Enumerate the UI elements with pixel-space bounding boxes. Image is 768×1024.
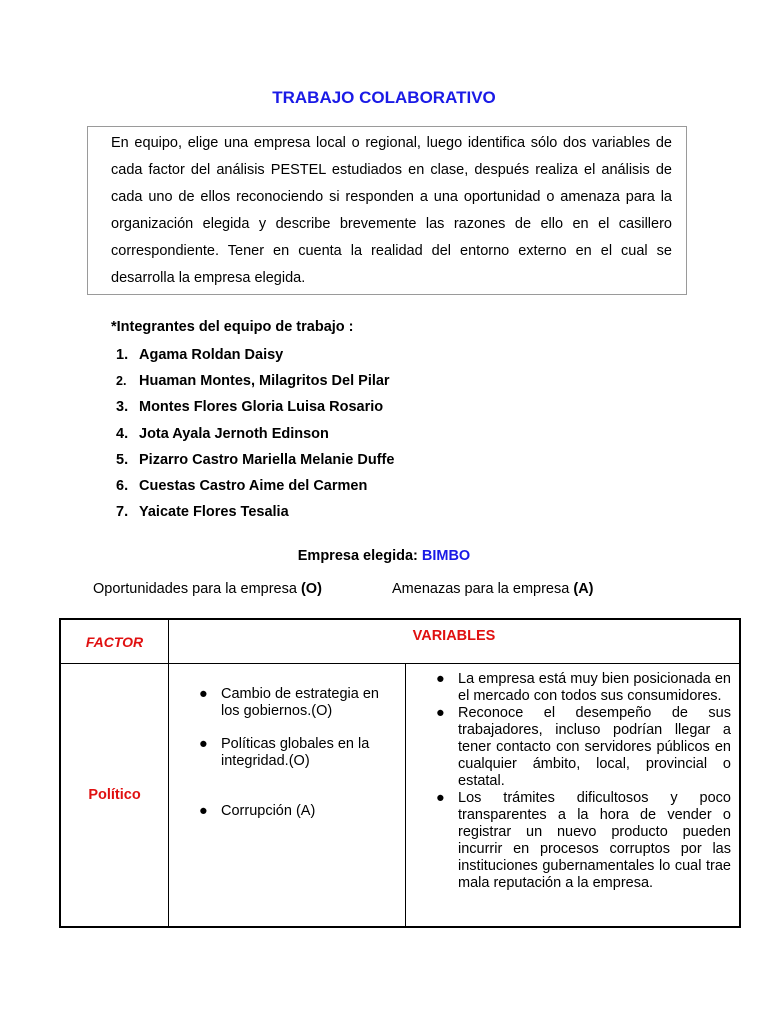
chosen-company <box>0 548 768 564</box>
bullet-icon: ● <box>436 705 445 721</box>
legend-opportunities-text: Oportunidades para la empresa <box>93 581 297 597</box>
legend-opportunities <box>93 581 322 597</box>
member-name: Pizarro Castro Mariella Melanie Duffe <box>139 451 395 468</box>
member-item: 6. Cuestas Castro Aime del Carmen <box>116 477 368 494</box>
analysis-list <box>406 664 739 892</box>
instructions-box <box>87 126 687 295</box>
company-name: BIMBO <box>421 548 471 564</box>
list-item: ● Los trámites dificultosos y poco transparentes a la hora de vender o registrar un nuevo producto pueden incurrir en procesos corruptos por las instituciones gubernamentales lo cual trae mala reputación a la empresa. <box>436 790 731 891</box>
list-item: ● Reconoce el desempeño de sus trabajadores, incluso podrían llegar a tener contacto con servidores públicos en cualquier ámbito, local, provincial o estatal. <box>436 705 731 789</box>
bullet-icon: ● <box>199 803 208 819</box>
legend-threats-text: Amenazas para la empresa <box>392 581 570 597</box>
member-item: 7. Yaicate Flores Tesalia <box>116 504 289 521</box>
factor-politico: Político <box>60 664 169 928</box>
table-row <box>60 664 740 928</box>
legend-threats-code: (A) <box>573 581 594 597</box>
members-list <box>111 342 394 525</box>
pestel-table <box>59 618 741 928</box>
member-name: Montes Flores Gloria Luisa Rosario <box>139 399 384 416</box>
member-item: 4. Jota Ayala Jernoth Edinson <box>116 425 329 442</box>
member-item: 3. Montes Flores Gloria Luisa Rosario <box>116 399 384 416</box>
instructions-text: En equipo, elige una empresa local o regional, luego identifica sólo dos variables de cada factor del análisis PESTEL estudiados en clase, después realiza el análisis de cada uno de ellos reconociendo si responden a una oportunidad o amenaza para la organización elegida y describe brevemente las razones de ello en el casillero correspondiente. Tener en cuenta la realidad del entorno externo en el cual se desarrolla la empresa elegida. <box>111 135 672 286</box>
member-name: Jota Ayala Jernoth Edinson <box>139 425 329 442</box>
bullet-icon: ● <box>199 686 208 702</box>
analysis-cell <box>406 664 741 928</box>
list-item: ● Políticas globales en la integridad.(O) <box>199 736 370 769</box>
list-item: ● La empresa está muy bien posicionada en el mercado con todos sus consumidores. <box>436 671 731 704</box>
table-header-row <box>60 619 740 664</box>
variables-cell <box>169 664 406 928</box>
bullet-icon: ● <box>199 736 208 752</box>
company-label: Empresa elegida: <box>297 548 418 564</box>
member-name: Huaman Montes, Milagritos Del Pilar <box>139 373 390 390</box>
member-item: 1. Agama Roldan Daisy <box>116 347 284 363</box>
member-name: Cuestas Castro Aime del Carmen <box>139 477 368 494</box>
member-item: 5. Pizarro Castro Mariella Melanie Duffe <box>116 451 395 468</box>
list-item: ● Corrupción (A) <box>199 803 316 819</box>
document-title: TRABAJO COLABORATIVO <box>272 88 496 107</box>
member-name: Agama Roldan Daisy <box>139 347 284 363</box>
members-heading: *Integrantes del equipo de trabajo : <box>111 319 354 335</box>
header-factor: FACTOR <box>60 619 169 664</box>
legend-threats <box>392 581 594 597</box>
variables-list <box>169 664 405 820</box>
legend-opportunities-code: (O) <box>300 581 322 597</box>
header-variables: VARIABLES <box>169 619 741 664</box>
bullet-icon: ● <box>436 790 445 806</box>
member-item: 2. Huaman Montes, Milagritos Del Pilar <box>116 373 390 390</box>
member-name: Yaicate Flores Tesalia <box>139 504 289 521</box>
list-item: ● Cambio de estrategia en los gobiernos.(O) <box>199 686 379 719</box>
bullet-icon: ● <box>436 671 445 687</box>
